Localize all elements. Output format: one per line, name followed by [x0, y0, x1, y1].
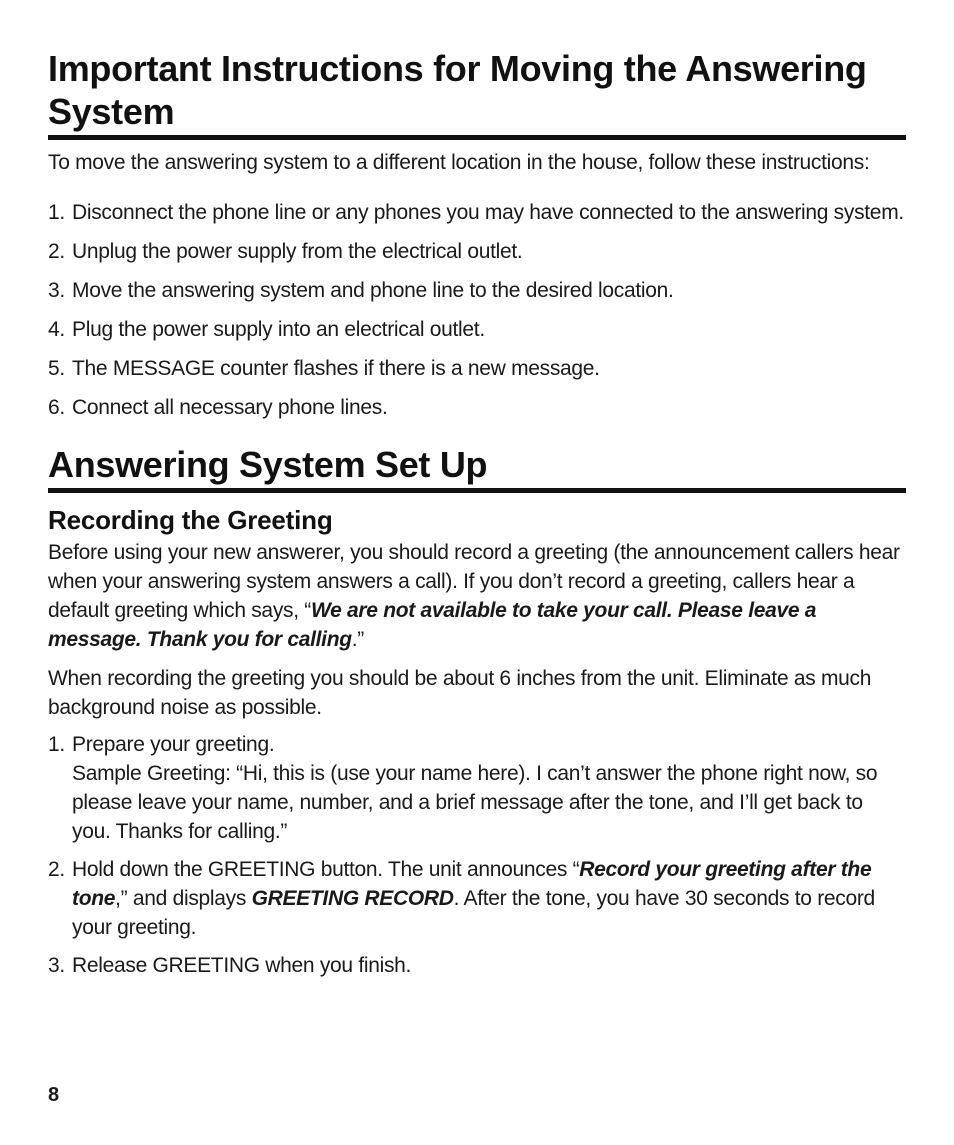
moving-instructions-heading: Important Instructions for Moving the Answering System	[48, 47, 906, 140]
step-text: Connect all necessary phone lines.	[72, 396, 388, 419]
list-item	[48, 237, 906, 267]
step-number: 2.	[48, 240, 65, 263]
step-text: Prepare your greeting.	[72, 733, 275, 756]
manual-page	[48, 0, 906, 989]
step-text: Plug the power supply into an electrical outlet.	[72, 318, 485, 341]
list-item	[48, 276, 906, 306]
sample-greeting-text: Sample Greeting: “Hi, this is (use your name here). I can’t answer the phone right now, so please leave your name, number, and a brief message after the tone, and I’ll get back to you. Thanks for calling.”	[72, 762, 878, 843]
recording-distance-paragraph: When recording the greeting you should be about 6 inches from the unit. Eliminate as much background noise as possible.	[48, 667, 872, 719]
step-text: Disconnect the phone line or any phones you may have connected to the answering system.	[72, 201, 904, 224]
step-text-part: . After the tone, you have 30 seconds to record your greeting.	[72, 887, 875, 939]
page-number: 8	[48, 1084, 60, 1106]
step-text: Unplug the power supply from the electrical outlet.	[72, 240, 523, 263]
step-text: The MESSAGE counter flashes if there is a new message.	[72, 357, 600, 380]
default-greeting-text: We are not available to take your call. Please leave a message. Thank you for calling	[48, 599, 817, 651]
setup-heading: Answering System Set Up	[48, 443, 906, 493]
step-number: 1.	[48, 201, 65, 224]
step-number: 2.	[48, 858, 65, 881]
list-item	[48, 315, 906, 345]
list-item	[48, 855, 906, 942]
step-number: 5.	[48, 357, 65, 380]
list-item	[48, 393, 906, 423]
step-number: 4.	[48, 318, 65, 341]
moving-steps-list	[48, 198, 906, 423]
greeting-steps-list	[48, 730, 906, 980]
moving-intro-text: To move the answering system to a different location in the house, follow these instructions:	[48, 151, 870, 174]
step-text-part: Hold down the GREETING button. The unit announces “	[72, 858, 580, 881]
step-number: 6.	[48, 396, 65, 419]
step-text: Move the answering system and phone line to the desired location.	[72, 279, 674, 302]
paragraph-text: Before using your new answerer, you should record a greeting (the announcement callers hear when your answering system answers a call). If you don’t record a greeting, callers hear a default greeting which says, “	[48, 541, 900, 622]
display-message-text: GREETING RECORD	[251, 887, 454, 910]
record-prompt-text: Record your greeting after the tone	[72, 858, 872, 910]
step-number: 3.	[48, 279, 65, 302]
paragraph-text: .”	[351, 628, 364, 651]
recording-greeting-subheading: Recording the Greeting	[48, 505, 333, 535]
list-item	[48, 951, 906, 980]
step-text: Release GREETING when you finish.	[72, 954, 412, 977]
step-text-part: ,” and displays	[115, 887, 252, 910]
greeting-intro-paragraph	[48, 538, 906, 654]
step-text	[72, 855, 906, 942]
list-item	[48, 354, 906, 384]
step-number: 1.	[48, 733, 65, 756]
list-item	[48, 730, 906, 846]
step-number: 3.	[48, 954, 65, 977]
list-item	[48, 198, 906, 228]
